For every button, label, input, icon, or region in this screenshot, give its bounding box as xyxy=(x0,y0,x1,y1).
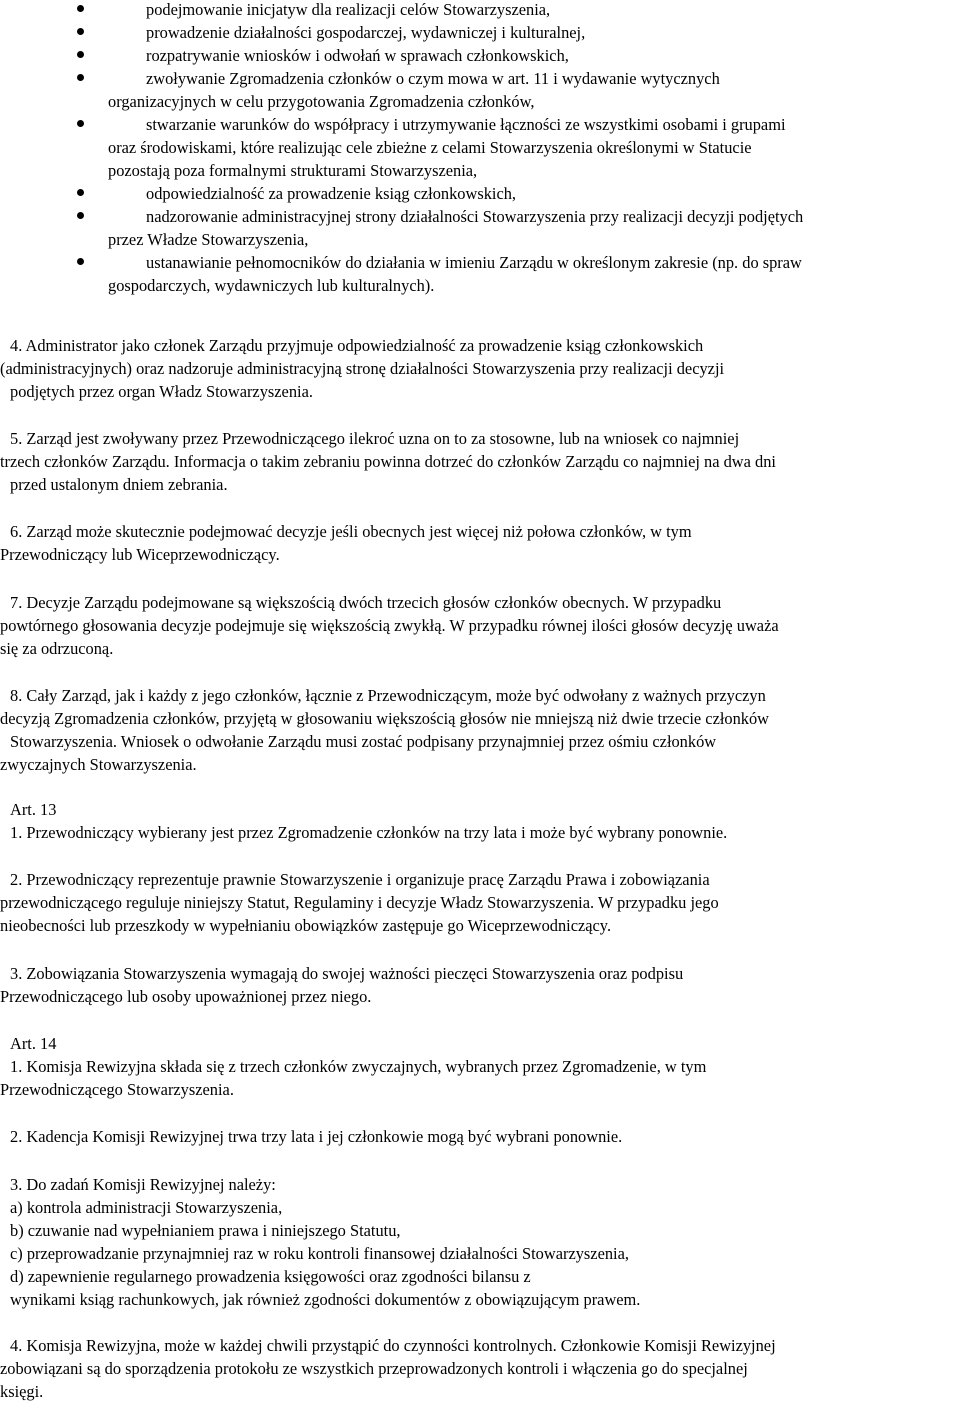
paragraph-line: 4. Administrator jako członek Zarządu przyjmuje odpowiedzialność za prowadzenie ksiąg członkowskich xyxy=(10,336,704,355)
list-item: d) zapewnienie regularnego prowadzenia księgowości oraz zgodności bilansu z xyxy=(10,1267,531,1286)
paragraph-line: 4. Komisja Rewizyjna, może w każdej chwili przystąpić do czynności kontrolnych. Członkowie Komisji Rewizyjnej xyxy=(10,1336,776,1355)
bullet-icon xyxy=(77,51,84,58)
paragraph-line: księgi. xyxy=(0,1382,44,1401)
list-item xyxy=(0,182,960,205)
list-item-text: rozpatrywanie wniosków i odwołań w sprawach członkowskich, xyxy=(146,46,569,65)
paragraph-7 xyxy=(0,591,960,660)
paragraph-line: (administracyjnych) oraz nadzoruje administracyjną stronę działalności Stowarzyszenia przy realizacji decyzji xyxy=(0,359,725,378)
paragraph-line: Stowarzyszenia. Wniosek o odwołanie Zarządu musi zostać podpisany przynajmniej przez ośmiu członków xyxy=(10,732,717,751)
paragraph-line: przewodniczącego reguluje niniejszy Statut, Regulaminy i decyzje Władz Stowarzyszenia. W przypadku jego xyxy=(0,893,719,912)
paragraph-line: powtórnego głosowania decyzje podejmuje się większością zwykłą. W przypadku równej ilości głosów decyzję uważa xyxy=(0,616,779,635)
bullet-icon xyxy=(77,189,84,196)
list-item xyxy=(0,251,960,297)
paragraph-line: 5. Zarząd jest zwoływany przez Przewodniczącego ilekroć uzna on to za stosowne, lub na wniosek co najmniej xyxy=(10,429,740,448)
article-13 xyxy=(0,798,960,844)
list-item-text: zwoływanie Zgromadzenia członków o czym mowa w art. 11 i wydawanie wytycznych xyxy=(146,69,720,88)
list-item xyxy=(0,205,960,251)
article-14 xyxy=(0,1032,960,1101)
paragraph-line: Przewodniczący lub Wiceprzewodniczący. xyxy=(0,545,280,564)
paragraph-line: 8. Cały Zarząd, jak i każdy z jego członków, łącznie z Przewodniczącym, może być odwołany z ważnych przyczyn xyxy=(10,686,766,705)
paragraph-line: Przewodniczącego lub osoby upoważnionej przez niego. xyxy=(0,987,372,1006)
list-item: a) kontrola administracji Stowarzyszenia, xyxy=(10,1198,283,1217)
paragraph-line: podjętych przez organ Władz Stowarzyszenia. xyxy=(10,382,313,401)
paragraph-6 xyxy=(0,520,960,566)
paragraph-line: 2. Przewodniczący reprezentuje prawnie Stowarzyszenie i organizuje pracę Zarządu Prawa i zobowiązania xyxy=(10,870,710,889)
paragraph-5 xyxy=(0,427,960,496)
paragraph-line: Przewodniczącego Stowarzyszenia. xyxy=(0,1080,234,1099)
list-item-text: nadzorowanie administracyjnej strony działalności Stowarzyszenia przy realizacji decyzji podjętych xyxy=(146,207,804,226)
paragraph-line: 3. Do zadań Komisji Rewizyjnej należy: xyxy=(10,1175,276,1194)
paragraph-8 xyxy=(0,684,960,776)
list-item-text: gospodarczych, wydawniczych lub kulturalnych). xyxy=(108,276,435,295)
list-item-text: stwarzanie warunków do współpracy i utrzymywanie łączności ze wszystkimi osobami i grupami xyxy=(146,115,786,134)
paragraph-line: 3. Zobowiązania Stowarzyszenia wymagają do swojej ważności pieczęci Stowarzyszenia oraz podpisu xyxy=(10,964,684,983)
list-item xyxy=(0,67,960,113)
paragraph-line: się za odrzuconą. xyxy=(0,639,114,658)
paragraph-line: 1. Komisja Rewizyjna składa się z trzech członków zwyczajnych, wybranych przez Zgromadzenie, w tym xyxy=(10,1057,707,1076)
bullet-icon xyxy=(77,5,84,12)
list-item-text: oraz środowiskami, które realizując cele zbieżne z celami Stowarzyszenia określonymi w Statucie xyxy=(108,138,752,157)
article-heading: Art. 13 xyxy=(10,800,57,819)
list-item: c) przeprowadzanie przynajmniej raz w roku kontroli finansowej działalności Stowarzyszenia, xyxy=(10,1244,629,1263)
bullet-list xyxy=(0,0,960,297)
paragraph-line: nieobecności lub przeszkody w wypełnianiu obowiązków zastępuje go Wiceprzewodniczący. xyxy=(0,916,612,935)
paragraph-line: 2. Kadencja Komisji Rewizyjnej trwa trzy lata i jej członkowie mogą być wybrani ponownie. xyxy=(10,1127,623,1146)
article-14-paragraph-4 xyxy=(0,1334,960,1403)
paragraph-line: trzech członków Zarządu. Informacja o takim zebraniu powinna dotrzeć do członków Zarządu co najmniej na dwa dni xyxy=(0,452,776,471)
list-item-text: ustanawianie pełnomocników do działania w imieniu Zarządu w określonym zakresie (np. do spraw xyxy=(146,253,802,272)
list-item xyxy=(0,0,960,21)
list-item: b) czuwanie nad wypełnianiem prawa i niniejszego Statutu, xyxy=(10,1221,401,1240)
list-item-text: podejmowanie inicjatyw dla realizacji celów Stowarzyszenia, xyxy=(146,0,551,19)
article-heading: Art. 14 xyxy=(10,1034,57,1053)
article-13-paragraph-3 xyxy=(0,962,960,1008)
paragraph-line: zwyczajnych Stowarzyszenia. xyxy=(0,755,197,774)
list-item xyxy=(0,44,960,67)
list-item xyxy=(0,21,960,44)
paragraph-line: 1. Przewodniczący wybierany jest przez Zgromadzenie członków na trzy lata i może być wybrany ponownie. xyxy=(10,823,728,842)
paragraph-line: zobowiązani są do sporządzenia protokołu ze wszystkich przeprowadzonych kontroli i włączenia go do specjalnej xyxy=(0,1359,748,1378)
article-14-paragraph-3 xyxy=(0,1173,960,1311)
article-14-paragraph-2 xyxy=(0,1125,960,1148)
paragraph-line: 6. Zarząd może skutecznie podejmować decyzje jeśli obecnych jest więcej niż połowa członków, w tym xyxy=(10,522,692,541)
list-item-text: odpowiedzialność za prowadzenie ksiąg członkowskich, xyxy=(146,184,517,203)
paragraph-line: decyzją Zgromadzenia członków, przyjętą w głosowaniu większością głosów nie mniejszą niż dwie trzecie członków xyxy=(0,709,770,728)
bullet-icon xyxy=(77,212,84,219)
list-item-text: organizacyjnych w celu przygotowania Zgromadzenia członków, xyxy=(108,92,535,111)
article-13-paragraph-2 xyxy=(0,868,960,937)
paragraph-line: 7. Decyzje Zarządu podejmowane są większością dwóch trzecich głosów członków obecnych. W przypadku xyxy=(10,593,722,612)
list-item xyxy=(0,113,960,182)
bullet-icon xyxy=(77,258,84,265)
bullet-icon xyxy=(77,120,84,127)
bullet-icon xyxy=(77,28,84,35)
list-item-text: pozostają poza formalnymi strukturami Stowarzyszenia, xyxy=(108,161,478,180)
paragraph-line: przed ustalonym dniem zebrania. xyxy=(10,475,228,494)
list-item: wynikami ksiąg rachunkowych, jak również zgodności dokumentów z obowiązującym prawem. xyxy=(10,1290,641,1309)
paragraph-4 xyxy=(0,334,960,403)
list-item-text: prowadzenie działalności gospodarczej, wydawniczej i kulturalnej, xyxy=(146,23,586,42)
list-item-text: przez Władze Stowarzyszenia, xyxy=(108,230,309,249)
bullet-icon xyxy=(77,74,84,81)
